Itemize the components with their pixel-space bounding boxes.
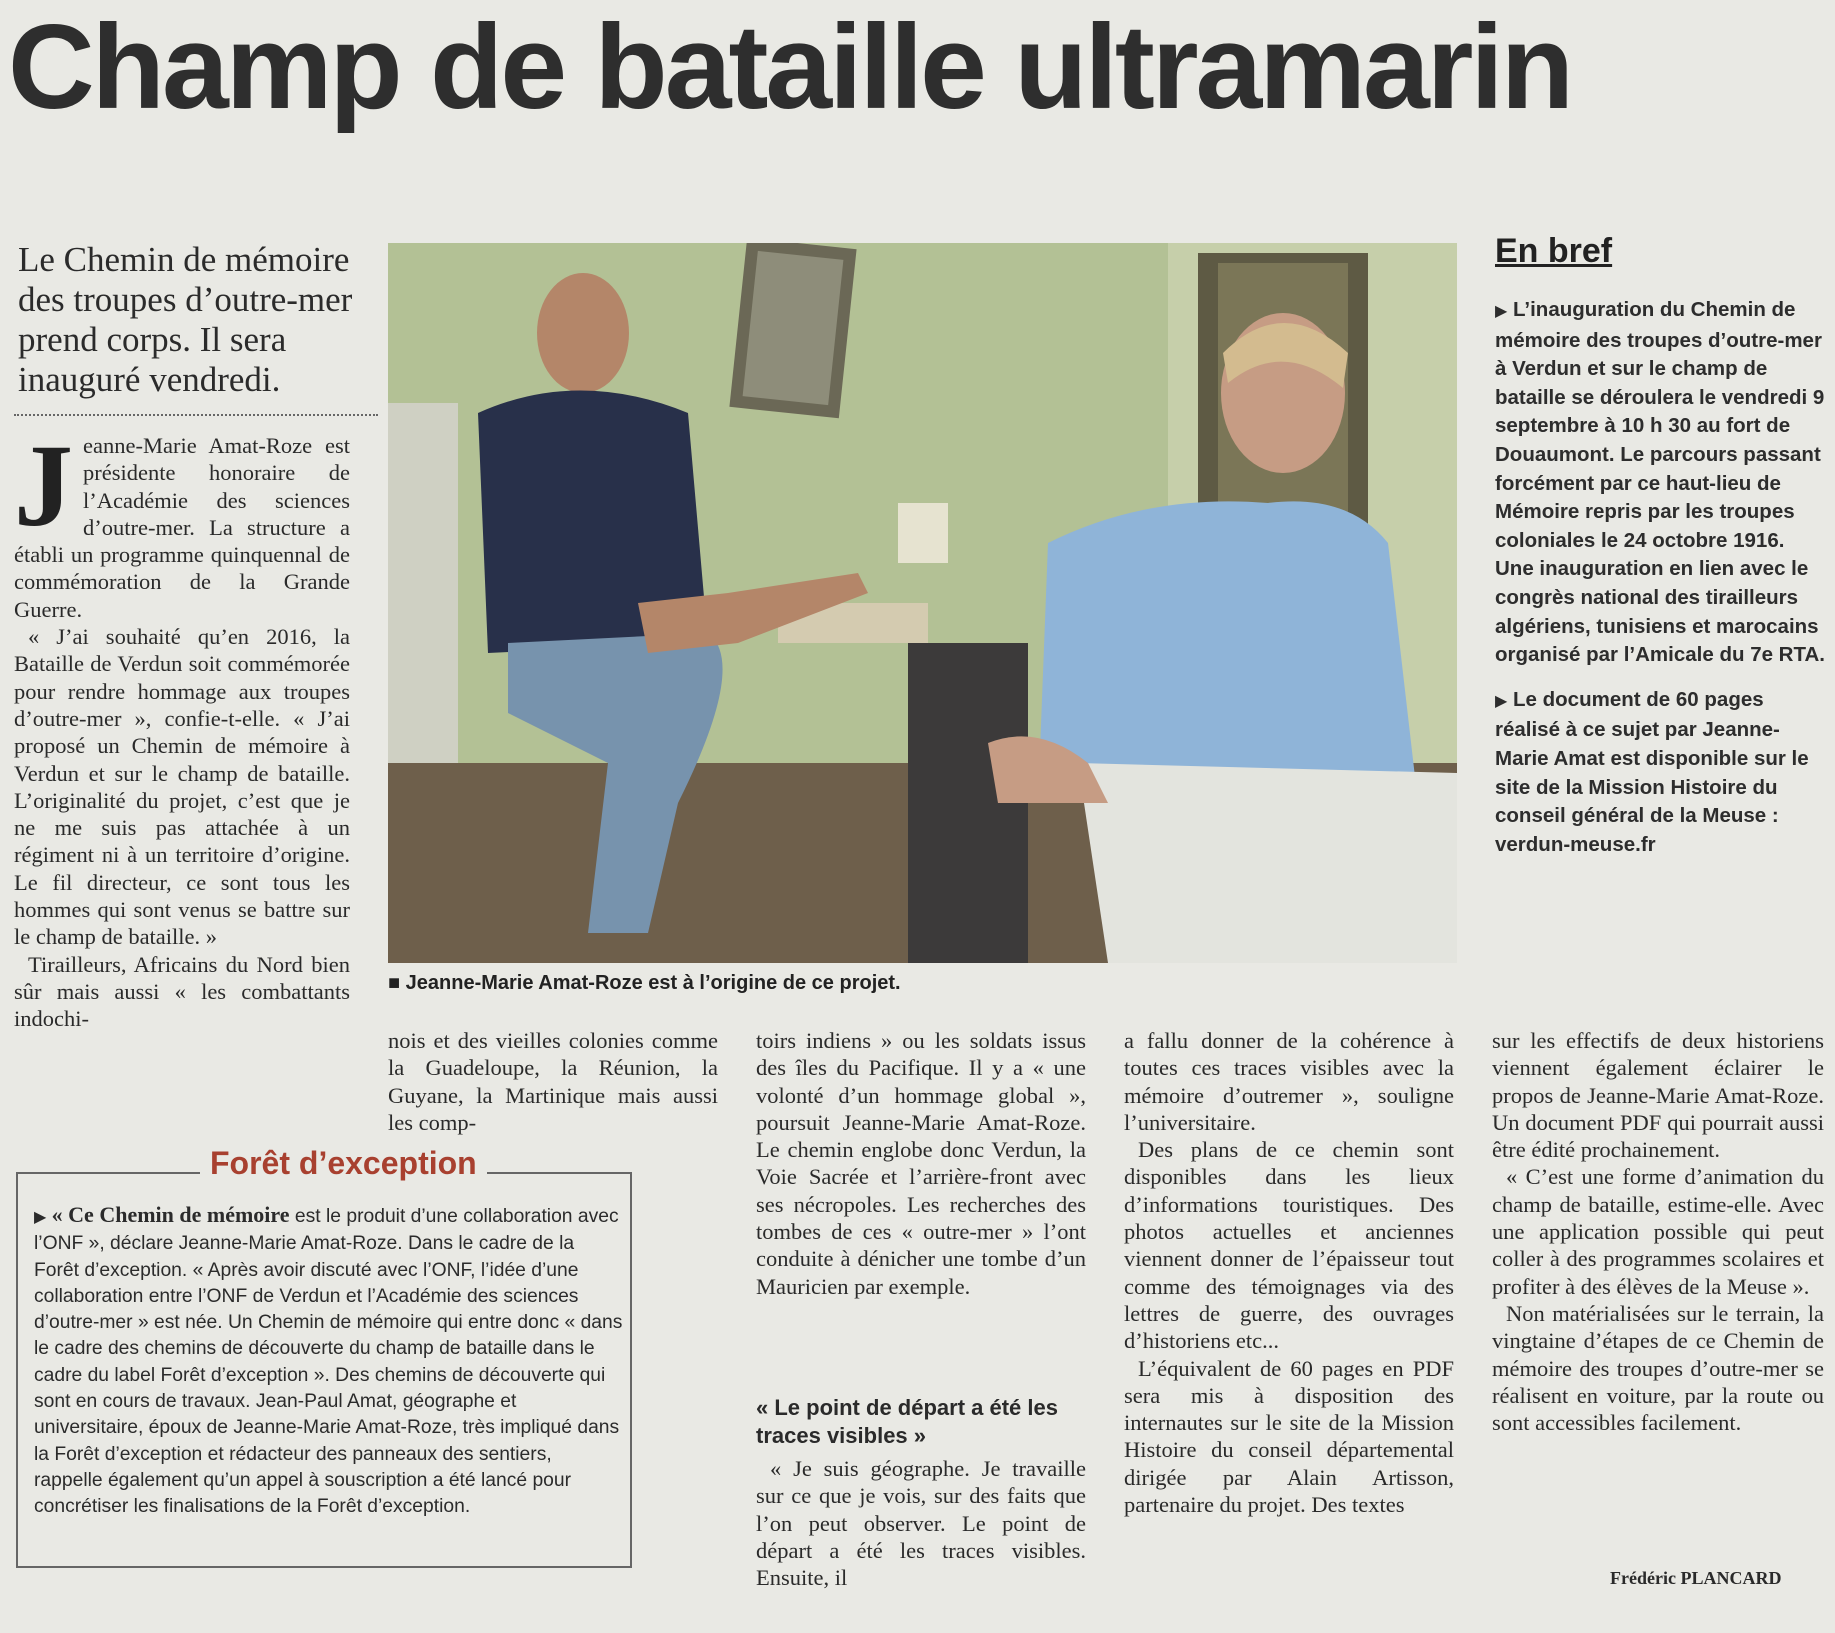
triangle-bullet-icon: ▶ — [1495, 303, 1508, 320]
article-subhead: « Le point de départ a été les traces visibles » — [756, 1395, 1058, 1448]
article-column-2 — [388, 1027, 718, 1136]
drop-cap: J — [14, 420, 73, 551]
photo-caption: ■ Jeanne-Marie Amat-Roze est à l’origine de ce projet. — [388, 972, 901, 994]
triangle-bullet-icon: ▶ — [34, 1209, 47, 1226]
article-paragraph: « C’est une forme d’animation du champ de bataille, estime-elle. Avec une application possible qui peut coller à des programmes scolaires et profiter à des élèves de la Meuse ». — [1492, 1164, 1824, 1299]
article-column-5 — [1492, 1027, 1824, 1436]
brief-title: En bref — [1495, 232, 1613, 270]
brief-column — [1495, 296, 1825, 875]
sidebar-box-body — [34, 1202, 624, 1521]
article-paragraph: Tirailleurs, Africains du Nord bien sûr mais aussi « les combattants indochi- — [14, 951, 350, 1032]
article-column-3 — [756, 1027, 1086, 1300]
article-paragraph: nois et des vieilles colonies comme la Guadeloupe, la Réunion, la Guyane, la Martinique mais aussi les comp- — [388, 1028, 718, 1135]
article-column-4 — [1124, 1027, 1454, 1518]
photo-illustration — [388, 243, 1457, 963]
brief-date: vendredi 9 septembre — [1495, 385, 1825, 438]
brief-text: L’inauguration du Chemin de mémoire des troupes d’outre-mer à Verdun et sur le champ de bataille se déroulera le — [1495, 298, 1822, 409]
article-paragraph: toirs indiens » ou les soldats issus des îles du Pacifique. Il y a « une volonté d’un hommage global », poursuit Jeanne-Marie Amat-Roze. Le chemin englobe donc Verdun, la Voie Sacrée et l’arrière-front avec ses nécropoles. Les recherches des tombes de ces « outre-mer » l’ont conduite à dénicher une tombe d’un Mauricien par exemple. — [756, 1028, 1086, 1299]
sidebar-box-lead: « Ce Chemin de mémoire — [51, 1202, 290, 1227]
article-paragraph: Des plans de ce chemin sont disponibles dans les lieux d’informations touristiques. Des photos actuelles et anciennes viennent donner de l’épaisseur tout comme des témoignages via des lettres de guerre, des ouvrages d’historiens etc... — [1124, 1137, 1454, 1354]
chapo-standfirst: Le Chemin de mémoire des troupes d’outre-mer prend corps. Il sera inauguré vendredi. — [18, 240, 353, 399]
article-paragraph: « J’ai souhaité qu’en 2016, la Bataille de Verdun soit commémorée pour rendre hommage aux troupes d’outre-mer », confie-t-elle. « J’ai proposé un Chemin de mémoire à Verdun et sur le champ de bataille. L’originalité du projet, c’est que je ne me suis pas attachée à un régiment ni à un territoire d’origine. Le fil directeur, ce sont tous les hommes qui sont venus se battre sur le champ de bataille. » — [14, 624, 350, 950]
article-paragraph: eanne-Marie Amat-Roze est présidente honoraire de l’Académie des sciences d’outre-mer. La structure a établi un programme quinquennal de commémoration de la Grande Guerre. — [14, 433, 350, 622]
brief-link[interactable]: verdun-meuse.fr — [1495, 832, 1656, 856]
triangle-bullet-icon: ▶ — [1495, 692, 1508, 710]
article-paragraph: sur les effectifs de deux historiens viennent également éclairer le propos de Jeanne-Marie Amat-Roze. Un document PDF qui pourrait aussi être édité prochainement. — [1492, 1028, 1824, 1163]
sidebar-box-text: est le produit d’une collaboration avec l’ONF », déclare Jeanne-Marie Amat-Roze. Dans le cadre de la Forêt d’exception. « Après avoir discuté avec l’ONF, l’idée d’une collaboration entre l’ONF de Verdun et l’Académie des sciences d’outre-mer » est née. Un Chemin de mémoire qui entre donc « dans le cadre des chemins de découverte du champ de bataille dans le cadre du label Forêt d’exception ». Des chemins de découverte qui sont en cours de travaux. Jean-Paul Amat, géographe et universitaire, époux de Jeanne-Marie Amat-Roze, très impliqué dans la Forêt d’exception et rédacteur des panneaux des sentiers, rappelle également qu’un appel à souscription a été lancé pour concrétiser les finalisations de la Forêt d’exception. — [34, 1206, 623, 1518]
brief-item-2 — [1495, 686, 1825, 860]
brief-item-1 — [1495, 296, 1825, 670]
article-paragraph: L’équivalent de 60 pages en PDF sera mis à disposition des internautes sur le site de la Mission Histoire du conseil départemental dirigée par Alain Artisson, partenaire du projet. Des textes — [1124, 1355, 1454, 1518]
sidebar-box-title: Forêt d’exception — [200, 1145, 487, 1182]
article-column-1 — [14, 420, 350, 1033]
headline: Champ de bataille ultramarin — [8, 0, 1572, 134]
brief-text: Le document de 60 pages réalisé à ce sujet par Jeanne-Marie Amat est disponible sur le site de la Mission Histoire du conseil général de la Meuse : — [1495, 687, 1809, 828]
article-paragraph: a fallu donner de la cohérence à toutes ces traces visibles avec la mémoire d’outremer », souligne l’universitaire. — [1124, 1028, 1454, 1135]
article-paragraph: « Je suis géographe. Je travaille sur ce que je vois, sur des faits que l’on peut observer. Le point de départ a été les traces visibles. Ensuite, il — [756, 1456, 1086, 1591]
chapo-rule — [14, 414, 378, 416]
article-paragraph: Non matérialisées sur le terrain, la vingtaine d’étapes de ce Chemin de mémoire des troupes d’outre-mer se réalisent en voiture, par la route ou sont accessibles facilement. — [1492, 1300, 1824, 1436]
brief-text: à 10 h 30 au fort de Douaumont. Le parcours passant forcément par ce haut-lieu de Mémoire repris par les troupes coloniales le 24 octobre 1916. Une inauguration en lien avec le congrès national des tirailleurs algériens, tunisiens et marocains organisé par l’Amicale du 7e RTA. — [1495, 414, 1825, 667]
article-column-3-continued — [756, 1455, 1086, 1591]
article-photo — [388, 243, 1457, 963]
author-signature: Frédéric PLANCARD — [1610, 1568, 1782, 1588]
